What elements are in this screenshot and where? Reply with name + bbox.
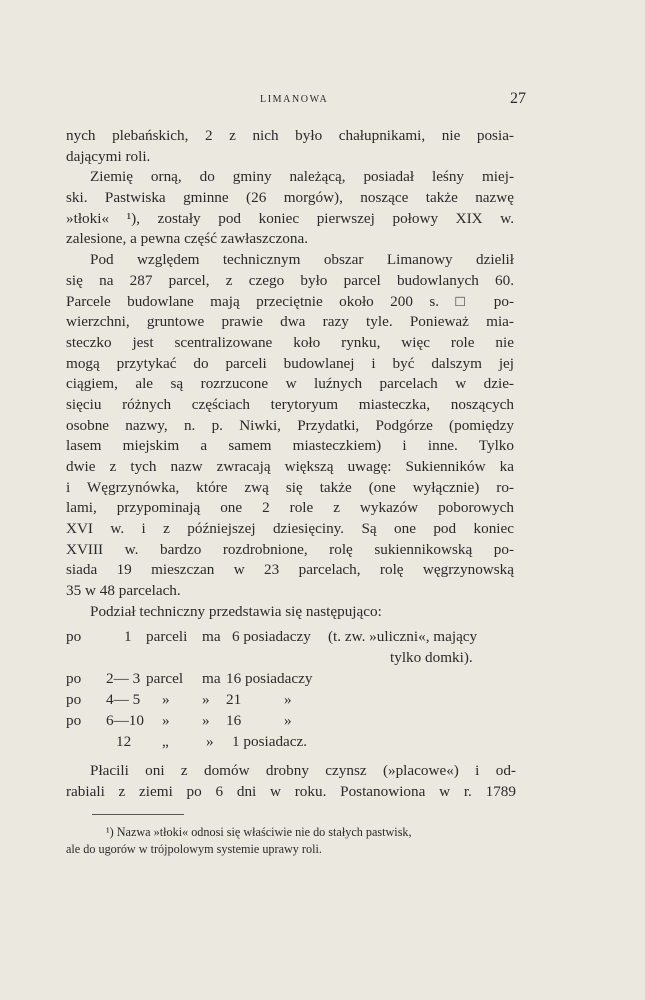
- parcel-distribution-table: [66, 626, 516, 752]
- table-cell: »: [284, 691, 292, 708]
- text-line: dającymi roli.: [66, 147, 151, 165]
- table-row: [66, 710, 516, 731]
- table-row: [66, 731, 516, 752]
- text-line: XVIII w. bardzo rozdrobnione, rolę sukiennikowską po-: [66, 540, 514, 558]
- text-line: Płacili oni z domów drobny czynsz (»placowe«) i od-: [90, 762, 516, 779]
- table-cell: 2— 3: [106, 670, 141, 687]
- text-line: Parcele budowlane mają przeciętnie około 200 s. □ po-: [66, 292, 514, 310]
- text-line: Podział techniczny przedstawia się następująco:: [90, 602, 382, 620]
- text-line: się na 287 parcel, z czego było parcel budowlanych 60.: [66, 271, 514, 289]
- table-cell: ma: [202, 670, 221, 687]
- footnote-line: ¹) Nazwa »tłoki« odnosi się właściwie nie do stałych pastwisk,: [106, 825, 412, 839]
- table-cell: po: [66, 670, 82, 687]
- footnote-rule: [92, 814, 184, 815]
- closing-paragraph: [66, 760, 516, 801]
- text-line: sięciu różnych częściach terytoryum miasteczka, noszących: [66, 395, 514, 413]
- text-line: siada 19 mieszczan w 23 parcelach, rolę węgrzynowską: [66, 561, 514, 579]
- footnote: [66, 824, 518, 858]
- paragraph: [66, 250, 514, 602]
- paragraph: [66, 167, 514, 250]
- table-cell: »: [162, 712, 170, 729]
- table-cell: 21: [226, 691, 242, 708]
- table-cell: »: [284, 712, 292, 729]
- table-cell: 4— 5: [106, 691, 141, 708]
- text-line: osobne nazwy, n. p. Niwki, Przydatki, Podgórze (pomiędzy: [66, 416, 514, 434]
- text-line: ciągiem, ale są rozrzucone w luźnych parcelach w dzie-: [66, 375, 514, 393]
- table-cell: „: [162, 733, 169, 750]
- text-line: 35 w 48 parcelach.: [66, 582, 181, 600]
- text-line: mogą przytykać do parceli budowlanej i być dalszym jej: [66, 354, 514, 372]
- text-line: rabiali z ziemi po 6 dni w roku. Postanowiona w r. 1789: [66, 782, 516, 800]
- table-cell: »: [206, 733, 214, 750]
- table-cell: ma: [202, 628, 221, 645]
- table-row: [66, 689, 516, 710]
- table-cell: 1: [124, 628, 132, 645]
- running-head-title: LIMANOWA: [260, 94, 329, 105]
- table-cell: 6—10: [106, 712, 144, 729]
- table-cell: 1 posiadacz.: [232, 733, 308, 750]
- table-cell: po: [66, 691, 82, 708]
- paragraph: [66, 126, 514, 167]
- table-cell: (t. zw. »uliczni«, mający: [328, 628, 478, 645]
- text-line: dwie z tych nazw zwracają większą uwagę: Sukienników ka: [66, 458, 514, 475]
- main-text: [66, 126, 514, 623]
- text-line: lasem miejskim a samem miasteczkiem) i inne. Tylko: [66, 437, 514, 455]
- text-line: lami, przypominają one 2 role z wykazów poborowych: [66, 499, 514, 517]
- page-number: 27: [510, 90, 526, 107]
- table-row: [66, 626, 516, 647]
- table-row: [66, 647, 516, 668]
- table-cell: 12: [116, 733, 132, 750]
- text-line: »tłoki« ¹), zostały pod koniec pierwszej połowy XIX w.: [66, 209, 514, 227]
- table-cell: po: [66, 628, 82, 645]
- text-line: Pod względem technicznym obszar Limanowy dzielił: [90, 251, 514, 269]
- text-line: XVI w. i z późniejszej dziesięciny. Są one pod koniec: [66, 520, 514, 538]
- table-cell: parcel: [146, 670, 184, 687]
- running-head: [0, 90, 645, 114]
- table-cell: »: [162, 691, 170, 708]
- table-cell: po: [66, 712, 82, 729]
- text-line: i Węgrzynówka, które zwą się także (one wyłącznie) ro-: [66, 478, 514, 496]
- table-cell: 6 posiadaczy: [232, 628, 311, 645]
- table-cell: parceli: [146, 628, 188, 645]
- paragraph: [66, 602, 514, 623]
- table-cell: tylko domki).: [390, 649, 473, 666]
- text-line: ski. Pastwiska gminne (26 morgów), noszące także nazwę: [66, 189, 514, 207]
- footnote-line: ale do ugorów w trójpolowym systemie uprawy roli.: [66, 842, 322, 856]
- table-cell: »: [202, 712, 210, 729]
- table-cell: 16: [226, 712, 242, 729]
- table-row: [66, 668, 516, 689]
- table-cell: 16 posiadaczy: [226, 670, 313, 687]
- table-cell: »: [202, 691, 210, 708]
- text-line: Ziemię orną, do gminy należącą, posiadał leśny miej-: [90, 168, 514, 186]
- text-line: steczko jest scentralizowane koło rynku, więc role nie: [66, 333, 514, 351]
- text-line: nych plebańskich, 2 z nich było chałupnikami, nie posia-: [66, 127, 514, 144]
- text-line: zalesione, a pewna część zawłaszczona.: [66, 230, 309, 248]
- text-line: wierzchni, gruntowe prawie dwa razy tyle. Ponieważ mia-: [66, 313, 514, 331]
